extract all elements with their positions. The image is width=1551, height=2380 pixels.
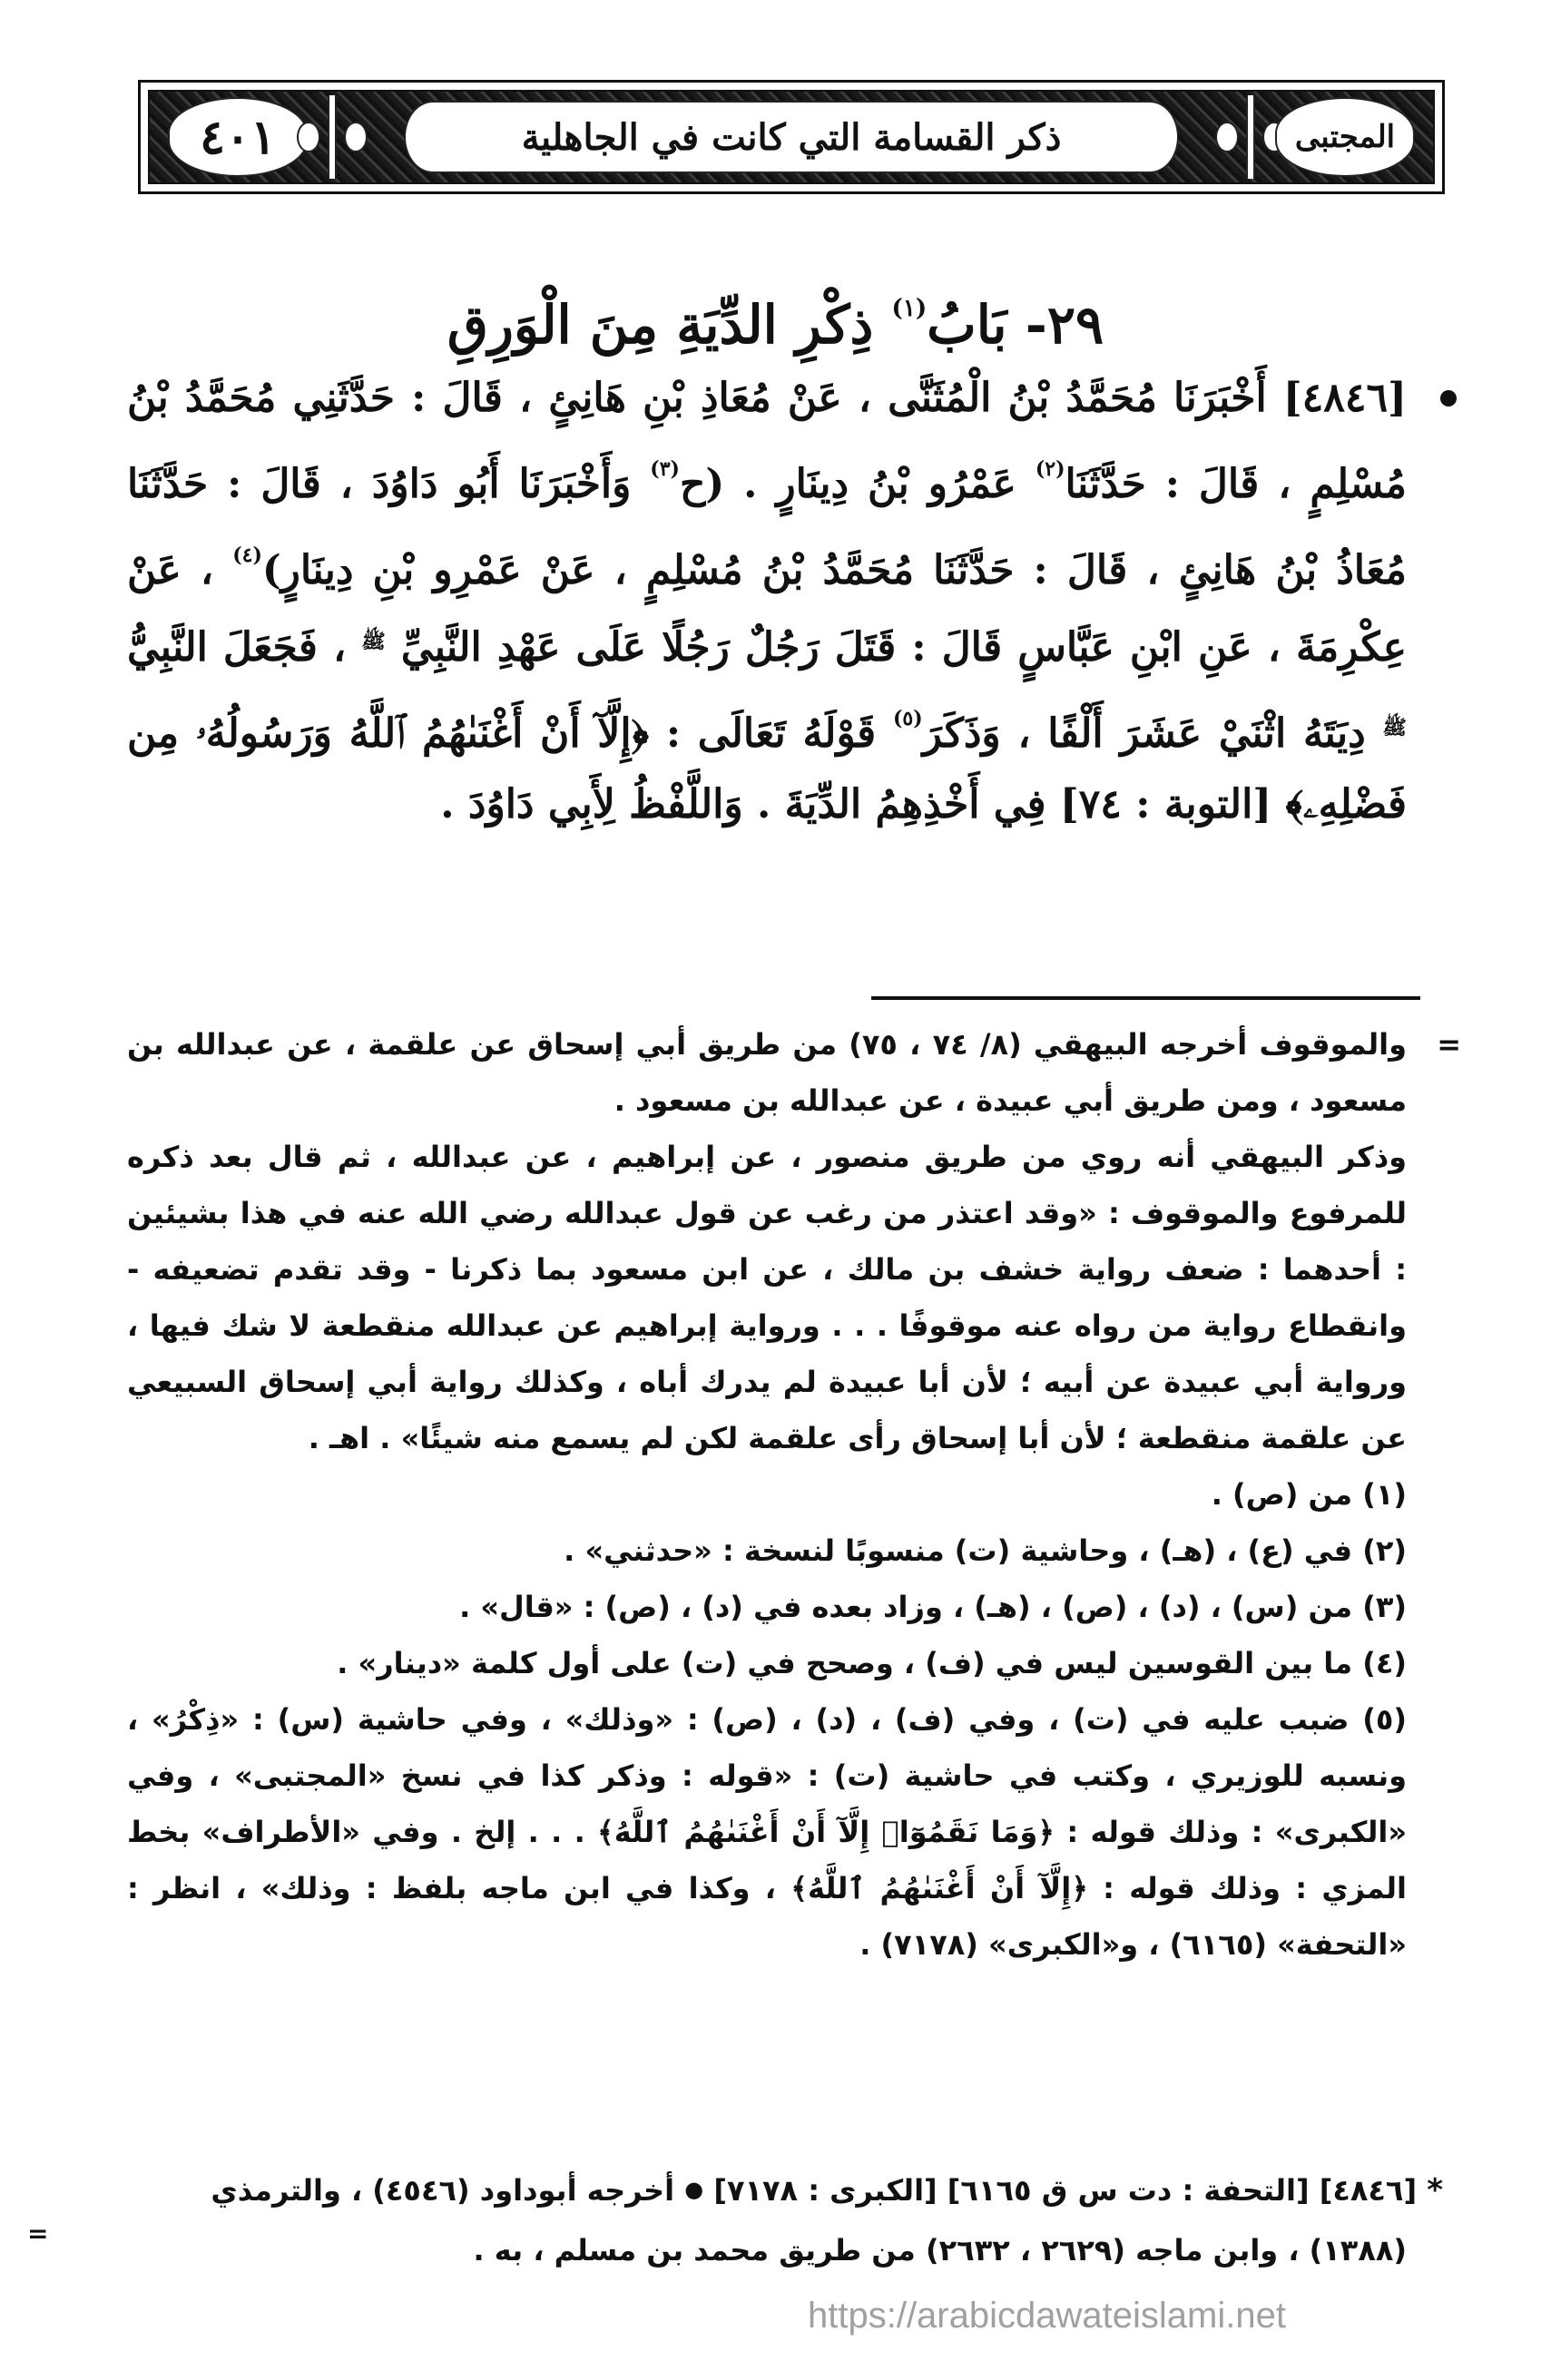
footnote-separator: [871, 996, 1420, 1000]
footnote-1: (١) من (ص) .: [1211, 1477, 1407, 1512]
chapter-note-ref[interactable]: (١): [891, 295, 928, 322]
ornament-divider: [1246, 95, 1255, 179]
watermark-url[interactable]: https://arabicdawateislami.net: [808, 2296, 1286, 2336]
takhrij-number: [٤٨٤٦]: [1319, 2173, 1418, 2208]
footnote-ref-2[interactable]: (٢): [1035, 457, 1065, 481]
footnote-continuation: وذكر البيهقي أنه روي من طريق منصور ، عن إبراهيم ، عن عبدالله ، ثم قال بعد ذكره للمرفوع والموقوف : «وقد اعتذر من رغب عن قول عبدالله رضي الله عنه في هذا بشيئين : أحدهما : ضعف رواية خشف بن مالك ، عن ابن مسعود بما ذكرنا - وقد تقدم تضعيفه - وانقطاع رواية من رواه عنه موقوفًا . . . ورواية إبراهيم عن عبدالله منقطعة لا شك فيها ، ورواية أبي عبيدة عن أبيه ؛ لأن أبا عبيدة لم يدرك أباه ، وكذلك رواية أبي إسحاق السبيعي عن علقمة منقطعة ؛ لأن أبا إسحاق رأى علقمة لكن لم يسمع منه شيئًا» . اهـ .: [127, 1140, 1407, 1455]
chapter-title: ذِكْرِ الدِّيَةِ مِنَ الْوَرِقِ: [447, 294, 874, 356]
banner-ornament: [148, 90, 1435, 184]
hadith-number: [٤٨٤٦]: [1282, 375, 1407, 421]
page-number-medallion: [168, 97, 308, 177]
footnote-2: (٢) في (ع) ، (هـ) ، وحاشية (ت) منسوبًا لنسخة : «حدثني» .: [564, 1533, 1407, 1568]
footnote-ref-3[interactable]: (٣): [650, 457, 680, 481]
hadith-body: [127, 363, 1407, 840]
bullet-icon: [1440, 390, 1457, 406]
ornament-knob-icon: [1215, 122, 1239, 152]
header-banner: [138, 80, 1445, 194]
book-emblem: المجتبى: [1294, 119, 1396, 155]
salawat-icon: ﷺ: [1382, 716, 1407, 739]
footnote-5: (٥) ضبب عليه في (ت) ، وفي (ف) ، (د) ، (ص) : «وذلك» ، وفي حاشية (س) : «ذِكْرُ» ، ونسبه للوزيري ، وكتب في حاشية (ت) : «قوله : وذكر كذا في نسخ «المجتبى» ، وفي «الكبرى» : وذلك قوله : ﴿وَمَا نَقَمُوٓا۟ إِلَّآ أَنْ أَغْنَىٰهُمُ ٱللَّهُ﴾ . . . إلخ . وفي «الأطراف» بخط المزي : وذلك قوله : ﴿إِلَّآ أَنْ أَغْنَىٰهُمُ ٱللَّهُ﴾ ، وكذا في ابن ماجه بلفظ : وذلك» ، انظر : «التحفة» (٦١٦٥) ، و«الكبرى» (٧١٧٨) .: [127, 1702, 1407, 1962]
running-title: ذكر القسامة التي كانت في الجاهلية: [521, 115, 1062, 159]
page-number: ٤٠١: [200, 109, 276, 165]
takhrij-line: [127, 2160, 1443, 2220]
hadith-paragraph: [127, 363, 1407, 840]
footnotes: [127, 1016, 1461, 1973]
tuhfa-reference: [التحفة : دت س ق ٦١٦٥]: [947, 2173, 1310, 2208]
hadith-text: ، فَجَعَلَ النَّبِيُّ: [127, 624, 347, 671]
running-title-frame: [404, 101, 1179, 173]
hadith-text: دِيَتَهُ اثْنَيْ عَشَرَ أَلْفًا ، وَذَكَرَ: [922, 710, 1366, 757]
ornament-knob-icon: [297, 122, 320, 152]
chapter-number: ٢٩-: [1025, 294, 1104, 356]
kubra-reference: [الكبرى : ٧١٧٨]: [713, 2173, 937, 2208]
hadith-text: أَخْبَرَنَا مُحَمَّدُ بْنُ الْمُثَنَّى ، عَنْ مُعَاذِ بْنِ هَانِئٍ ، قَالَ : حَدَّثَنِي مُحَمَّدُ بْنُ مُسْلِمٍ ، قَالَ : حَدَّثَنَا: [127, 375, 1407, 507]
star-icon: *: [1427, 2172, 1443, 2209]
chapter-heading: [0, 272, 1551, 361]
ornament-divider: [328, 95, 337, 179]
takhrij-block: [127, 2160, 1443, 2280]
hadith-text: فِي أَخْذِهِمُ الدِّيَةَ . وَاللَّفْظُ لِأَبِي دَاوُدَ .: [440, 781, 1046, 828]
footnote-ref-4[interactable]: (٤): [232, 544, 262, 567]
chapter-label: بَابُ: [927, 294, 1007, 356]
salawat-icon: ﷺ: [361, 630, 386, 653]
ornament-knob-icon: [344, 122, 368, 152]
book-emblem-medallion: [1275, 97, 1415, 177]
hadith-text: قَوْلَهُ تَعَالَى :: [665, 710, 877, 757]
footnote-3: (٣) من (س) ، (د) ، (ص) ، (هـ) ، وزاد بعده في (د) ، (ص) : «قال» .: [459, 1590, 1407, 1624]
footnote-ref-5[interactable]: (٥): [892, 707, 923, 730]
bullet-icon: ●: [684, 2177, 704, 2202]
quran-quote: ﴿إِلَّآ أَنْ أَغْنَىٰهُمُ ٱللَّهُ وَرَسُولُهُۥ مِن فَضْلِهِۦ﴾: [127, 710, 1407, 828]
continuation-mark: =: [27, 2218, 49, 2248]
hadith-text: ، عَنْ عِكْرِمَةَ ، عَنِ ابْنِ عَبَّاسٍ قَالَ : قَتَلَ رَجُلٌ رَجُلًا عَلَى عَهْدِ النَّبِيِّ: [127, 547, 1408, 671]
continuation-mark: =: [1437, 1027, 1461, 1062]
takhrij-text: أخرجه أبوداود (٤٥٤٦) ، والترمذي: [211, 2173, 675, 2208]
footnote-4: (٤) ما بين القوسين ليس في (ف) ، وصحح في (ت) على أول كلمة «دينار» .: [337, 1646, 1407, 1680]
takhrij-line: (١٣٨٨) ، وابن ماجه (٢٦٢٩ ، ٢٦٣٢) من طريق محمد بن مسلم ، به .: [473, 2233, 1407, 2267]
footnote-continuation: والموقوف أخرجه البيهقي (٨/ ٧٤ ، ٧٥) من طريق أبي إسحاق عن علقمة ، عن عبدالله بن مسعود ، ومن طريق أبي عبيدة ، عن عبدالله بن مسعود .: [127, 1027, 1408, 1118]
quran-reference: [التوبة : ٧٤]: [1059, 781, 1272, 828]
hadith-text: عَمْرُو بْنُ دِينَارٍ . (ح: [679, 461, 1016, 507]
hadith-text: وَأَخْبَرَنَا أَبُو دَاوُدَ ، قَالَ : حَدَّثَنَا مُعَاذُ بْنُ هَانِئٍ ، قَالَ : حَدَّثَنَا مُحَمَّدُ بْنُ مُسْلِمٍ ، عَنْ عَمْرِو بْنِ دِينَارٍ): [127, 461, 1407, 593]
